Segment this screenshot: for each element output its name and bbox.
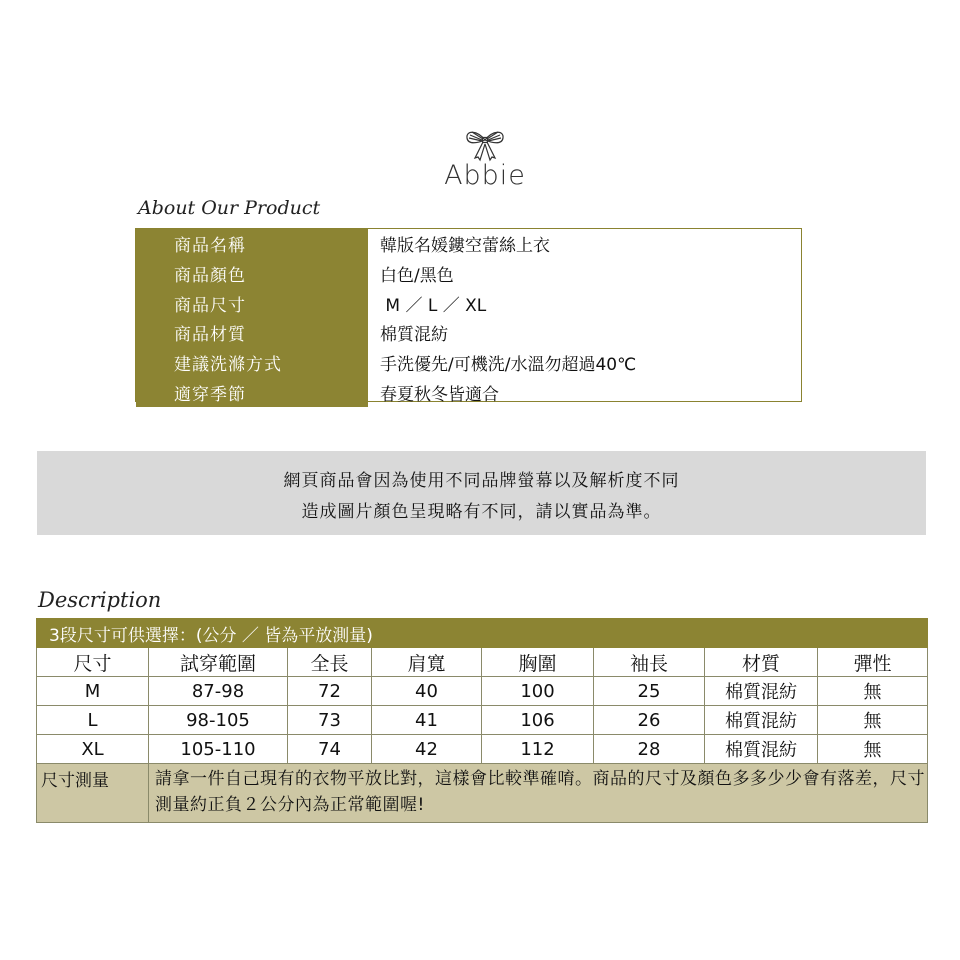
table-row — [37, 706, 928, 735]
info-label: 商品顏色 — [136, 259, 368, 289]
column-header: 胸圍 — [482, 648, 594, 677]
table-cell: M — [37, 677, 149, 706]
measurement-note: 請拿一件自己現有的衣物平放比對，這樣會比較準確唷。商品的尺寸及顏色多多少少會有落差，尺寸測量約正負２公分內為正常範圍喔! — [149, 764, 928, 823]
color-notice-banner — [37, 451, 926, 535]
info-value: 白色/黑色 — [380, 266, 454, 287]
size-table-caption: 3段尺寸可供選擇：(公分 ／ 皆為平放測量) — [37, 619, 928, 648]
info-value: M ／ L ／ XL — [380, 295, 487, 316]
brand-logo — [420, 128, 550, 200]
info-label: 建議洗滌方式 — [136, 348, 368, 378]
table-cell: 棉質混紡 — [705, 706, 818, 735]
info-row-washing — [136, 348, 801, 378]
table-cell: 26 — [594, 706, 705, 735]
size-table — [36, 618, 928, 823]
table-cell: XL — [37, 735, 149, 764]
info-label: 適穿季節 — [136, 377, 368, 407]
info-value: 韓版名媛鏤空蕾絲上衣 — [380, 236, 550, 257]
product-info-table — [135, 228, 802, 405]
column-header: 全長 — [288, 648, 372, 677]
table-row — [37, 735, 928, 764]
table-cell: 105-110 — [149, 735, 288, 764]
info-row-season — [136, 377, 801, 407]
measurement-note-row — [37, 764, 928, 823]
column-header: 尺寸 — [37, 648, 149, 677]
size-table-caption-row — [37, 619, 928, 648]
table-cell: 112 — [482, 735, 594, 764]
table-cell: 73 — [288, 706, 372, 735]
info-label: 商品名稱 — [136, 229, 368, 259]
measurement-label: 尺寸測量 — [37, 764, 149, 823]
table-cell: 40 — [372, 677, 482, 706]
table-cell: 無 — [818, 735, 928, 764]
description-section-title: Description — [38, 588, 162, 612]
info-row-material — [136, 318, 801, 348]
about-section-title: About Our Product — [138, 197, 321, 219]
column-header: 試穿範圍 — [149, 648, 288, 677]
table-row — [37, 677, 928, 706]
table-cell: 41 — [372, 706, 482, 735]
table-cell: 棉質混紡 — [705, 677, 818, 706]
table-cell: 無 — [818, 677, 928, 706]
table-cell: 72 — [288, 677, 372, 706]
table-cell: 棉質混紡 — [705, 735, 818, 764]
bow-icon — [462, 128, 508, 162]
info-row-color — [136, 259, 801, 289]
table-cell: 42 — [372, 735, 482, 764]
info-label: 商品材質 — [136, 318, 368, 348]
table-cell: 25 — [594, 677, 705, 706]
table-cell: 98-105 — [149, 706, 288, 735]
info-value: 手洗優先/可機洗/水溫勿超過40℃ — [380, 355, 637, 376]
info-row-name — [136, 229, 801, 259]
table-cell: 無 — [818, 706, 928, 735]
notice-line-1: 網頁商品會因為使用不同品牌螢幕以及解析度不同 — [283, 471, 680, 491]
notice-line-2: 造成圖片顏色呈現略有不同，請以實品為準。 — [301, 502, 662, 522]
table-cell: 28 — [594, 735, 705, 764]
info-row-size — [136, 288, 801, 318]
brand-name: Abbie — [444, 160, 526, 191]
column-header: 肩寬 — [372, 648, 482, 677]
size-table-header-row — [37, 648, 928, 677]
column-header: 彈性 — [818, 648, 928, 677]
info-label: 商品尺寸 — [136, 288, 368, 318]
table-cell: 106 — [482, 706, 594, 735]
table-cell: 100 — [482, 677, 594, 706]
info-value: 春夏秋冬皆適合 — [380, 384, 499, 405]
column-header: 袖長 — [594, 648, 705, 677]
table-cell: 87-98 — [149, 677, 288, 706]
info-value: 棉質混紡 — [380, 325, 448, 346]
table-cell: 74 — [288, 735, 372, 764]
column-header: 材質 — [705, 648, 818, 677]
table-cell: L — [37, 706, 149, 735]
